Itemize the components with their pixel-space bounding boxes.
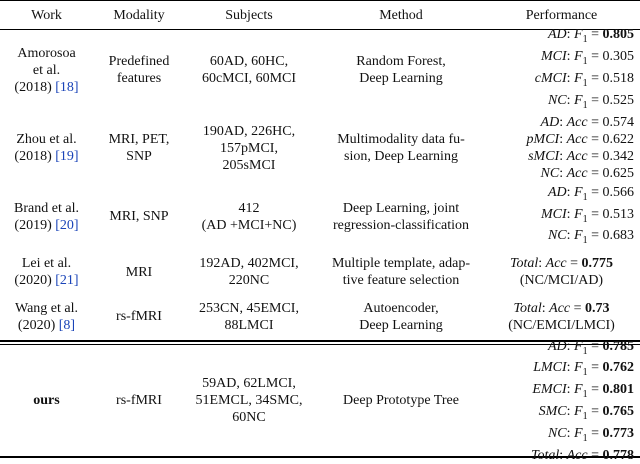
method-cell-line: Multiple template, adap- [331,256,470,271]
work-cell [0,345,93,456]
metric-name: Acc [566,132,588,147]
modality-cell-line: features [116,71,162,86]
metric-value: 0.305 [602,49,634,65]
work-text: Wang et al. [14,300,78,316]
citation-link[interactable]: [19] [55,149,79,164]
work-cell [0,248,93,296]
metric-name: F [574,360,583,376]
performance-metric: MCI: $F_1 = 0.513$ [540,206,634,225]
metric-name: F [574,92,583,108]
subjects-cell-line: 192AD, 402MCI, [199,256,299,271]
metric-value: 0.785 [602,338,634,354]
modality-cell-line: rs-fMRI [116,309,162,324]
metric-class-label: AD [547,338,567,354]
work-line [14,217,78,234]
performance-metric: AD: $F_1 = 0.785$ [547,338,634,357]
method-cell [313,297,489,336]
column-header: Modality [113,7,165,23]
work-line [17,45,75,62]
metric-class-label: EMCI [532,382,567,398]
metric-name: F [574,71,583,86]
metric-class-label: LMCI [533,360,567,376]
metric-class-label: Total [530,447,560,463]
metric-class-label: NC [540,166,560,181]
work-cell [0,186,93,247]
metric-name: F [574,49,583,65]
performance-metric: sMCI: Acc = 0.342 [528,149,634,164]
method-cell-line: Deep Learning, joint [342,200,460,216]
performance-note: (NC/EMCI/LMCI) [508,317,615,333]
metric-name: F [574,228,583,244]
work-text: Amorosoa [17,45,76,61]
metric-subscript: 1 [582,191,588,203]
metric-subscript: 1 [582,99,588,111]
metric-subscript: 1 [582,388,588,400]
metric-name: F [574,184,583,200]
citation-link[interactable]: [8] [58,317,76,333]
metric-value: 0.574 [602,115,634,130]
metric-value: 0.805 [602,27,634,43]
work-line [33,62,60,79]
modality-cell [93,345,185,456]
metric-class-label: MCI [540,206,567,222]
metric-name: Acc [566,447,588,463]
metric-class-label: sMCI [528,149,560,164]
metric-class-label: Total [509,256,539,271]
metric-name: Acc [566,149,588,164]
modality-cell [93,297,185,336]
subjects-cell [185,297,313,336]
metric-class-label: NC [547,228,567,244]
work-line [14,148,78,165]
work-cell [0,297,93,336]
column-header: Subjects [225,7,273,23]
method-cell [313,248,489,296]
performance-cell [489,297,634,336]
column-header: Work [31,7,62,23]
performance-metric: AD: $F_1 = 0.566$ [547,184,634,203]
subjects-cell-line: 88LMCI [224,317,274,333]
citation-link[interactable]: [21] [55,273,79,288]
metric-class-label: pMCI [526,132,560,147]
work-line [14,79,78,96]
metric-class-label: NC [547,425,567,441]
metric-value: 0.513 [602,206,634,222]
subjects-cell [185,186,313,247]
performance-metric: SMC: $F_1 = 0.765$ [538,403,634,422]
column-header: Method [379,7,423,23]
performance-cell [489,27,634,111]
metric-name: F [574,382,583,398]
subjects-cell-line: 190AD, 226HC, [202,123,296,139]
modality-cell [93,186,185,247]
metric-value: 0.773 [602,425,634,441]
work-text: ours [33,393,60,408]
subjects-cell-line: 157pMCI, [220,140,278,156]
modality-cell-line: MRI [125,264,153,280]
method-cell [313,345,489,456]
performance-cell [489,186,634,247]
metric-subscript: 1 [582,367,588,379]
performance-metric: MCI: $F_1 = 0.305$ [540,49,634,67]
metric-value: 0.683 [602,228,634,244]
metric-value: 0.518 [602,71,634,86]
work-text: (2020) [14,273,52,288]
citation-link[interactable]: [20] [55,217,79,233]
metric-class-label: Total [513,300,542,316]
metric-subscript: 1 [582,345,588,357]
metric-subscript: 1 [582,432,588,444]
metric-class-label: AD [540,115,560,130]
modality-cell-line: MRI, SNP [109,209,169,224]
method-cell [313,30,489,110]
column-header: Performance [525,7,598,23]
metric-value: 0.775 [581,256,614,271]
metric-value: 0.566 [602,184,634,200]
subjects-cell-line: 51EMCL, 34SMC, [195,393,303,408]
metric-class-label: SMC [538,403,567,419]
method-cell-line: sion, Deep Learning [344,149,458,164]
method-cell-line: Multimodality data fu- [337,132,465,147]
metric-value: 0.625 [602,166,634,181]
metric-subscript: 1 [582,56,588,67]
modality-cell [93,248,185,296]
metric-value: 0.73 [585,300,610,316]
work-text: (2019) [14,217,52,233]
metric-class-label: NC [547,92,567,108]
work-line [18,317,75,334]
method-cell-line: regression-classification [332,217,470,233]
performance-metric: AD: $F_1 = 0.805$ [547,27,634,46]
subjects-cell-line: 412 [238,200,260,216]
subjects-cell-line: 220NC [228,273,270,288]
subjects-cell-line: 60AD, 60HC, [209,54,289,69]
subjects-cell-line: 60NC [232,410,266,425]
method-cell-line: tive feature selection [342,273,460,288]
method-cell-line: Deep Learning [359,317,443,333]
metric-name: Acc [549,300,571,316]
metric-value: 0.801 [602,382,634,398]
performance-metric: Total: Acc = 0.73 [513,300,610,316]
modality-cell [93,111,185,185]
performance-metric: NC: Acc = 0.625 [540,166,634,181]
metric-name: Acc [566,115,588,130]
performance-metric: LMCI: $F_1 = 0.762$ [533,360,634,379]
subjects-cell-line: 60cMCI, 60MCI [201,71,297,86]
metric-class-label: AD [547,184,567,200]
work-line [14,200,79,217]
method-cell-line: Deep Prototype Tree [343,393,459,408]
performance-metric: Total: Acc = 0.778 [530,447,634,463]
work-text: Zhou et al. [16,132,77,147]
method-cell [313,186,489,247]
subjects-cell [185,345,313,456]
work-line [22,255,71,272]
method-cell [313,111,489,185]
metric-class-label: AD [547,27,567,43]
metric-value: 0.622 [602,132,634,147]
modality-cell [93,30,185,110]
performance-metric: cMCI: $F_1 = 0.518$ [534,71,634,89]
metric-class-label: cMCI [534,71,567,86]
metric-value: 0.765 [602,403,634,419]
metric-value: 0.525 [602,92,634,108]
modality-cell-line: Predefined [108,54,170,69]
work-line [15,300,78,317]
subjects-cell [185,111,313,185]
metric-name: Acc [566,166,588,181]
performance-metric: pMCI: Acc = 0.622 [526,132,634,147]
work-text: Brand et al. [14,200,79,216]
table-rule [0,340,640,342]
performance-metric: NC: $F_1 = 0.773$ [547,425,634,444]
performance-metric: AD: Acc = 0.574 [540,115,634,130]
metric-subscript: 1 [582,235,588,247]
metric-value: 0.762 [602,360,634,376]
subjects-cell-line: 59AD, 62LMCI, [202,376,296,391]
work-line [33,392,59,409]
performance-metric: Total: Acc = 0.775 [509,256,614,271]
performance-cell [489,338,634,463]
subjects-cell [185,30,313,110]
metric-name: Acc [545,256,567,271]
work-text: et al. [32,62,61,78]
work-cell [0,30,93,110]
metric-class-label: MCI [540,49,567,65]
performance-metric: NC: $F_1 = 0.683$ [547,228,634,247]
method-cell-line: Deep Learning [359,71,443,86]
performance-metric: NC: $F_1 = 0.525$ [547,92,634,111]
metric-name: F [574,206,583,222]
metric-subscript: 1 [582,213,588,225]
work-line [14,272,78,289]
method-cell-line: Autoencoder, [363,300,439,316]
work-text: Lei et al. [21,256,72,271]
performance-metric: EMCI: $F_1 = 0.801$ [532,382,634,400]
subjects-cell [185,248,313,296]
performance-note: (NC/MCI/AD) [519,273,604,288]
metric-name: F [574,338,583,354]
work-cell [0,111,93,185]
metric-name: F [574,27,583,43]
work-text: (2018) [14,79,52,95]
metric-name: F [574,403,583,419]
modality-cell-line: MRI, PET, [108,132,170,147]
metric-value: 0.778 [602,447,634,463]
subjects-cell-line: (AD +MCI+NC) [201,217,297,233]
metric-subscript: 1 [582,34,588,46]
work-line [16,131,76,148]
modality-cell-line: SNP [126,149,152,164]
citation-link[interactable]: [18] [55,79,79,95]
performance-cell [489,111,634,185]
metric-subscript: 1 [582,77,588,89]
performance-cell [489,248,634,296]
subjects-cell-line: 253CN, 45EMCI, [199,300,299,316]
work-text: (2020) [17,317,56,333]
subjects-cell-line: 205sMCI [222,157,276,173]
method-cell-line: Random Forest, [356,54,446,69]
work-text: (2018) [14,149,52,164]
modality-cell-line: rs-fMRI [116,393,162,408]
metric-name: F [574,425,583,441]
metric-subscript: 1 [582,410,588,422]
metric-value: 0.342 [602,149,634,164]
